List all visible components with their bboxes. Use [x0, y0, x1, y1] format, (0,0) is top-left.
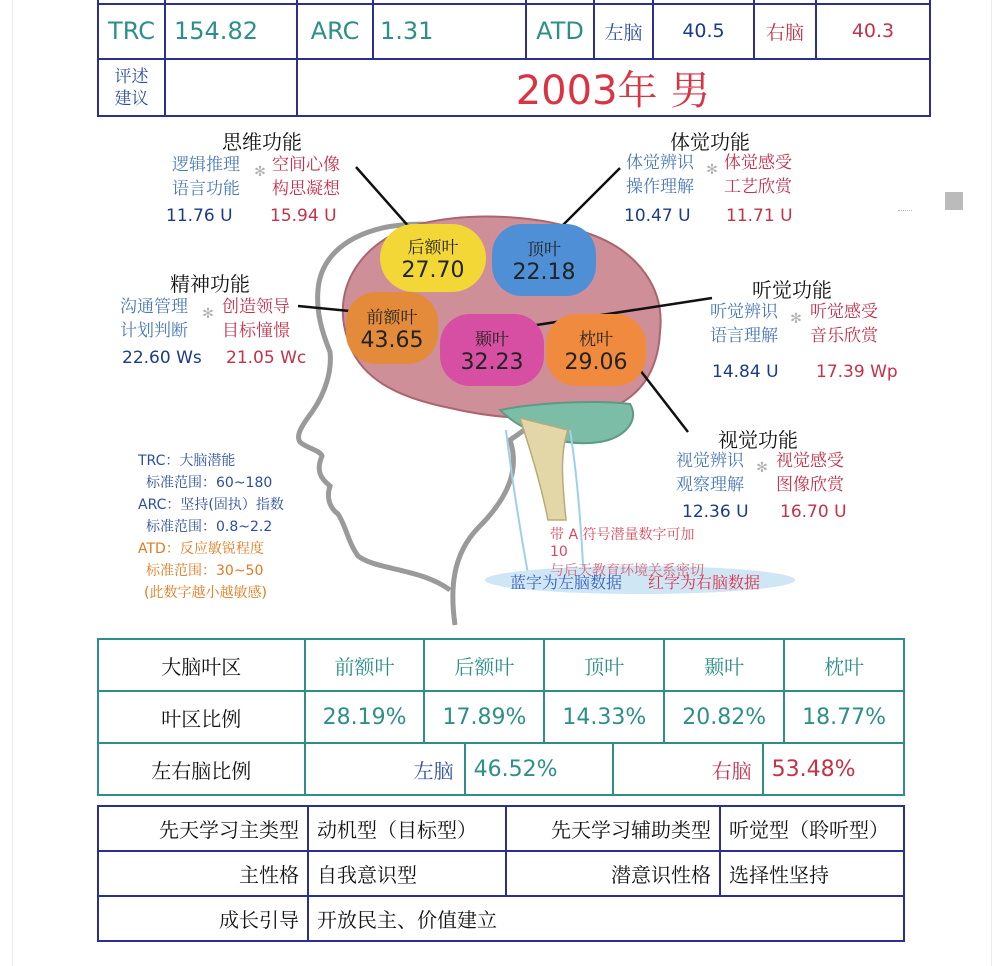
legend-red-text: 红字为右脑数据: [648, 573, 761, 592]
table-row: [98, 743, 904, 795]
personality-value: 自我意识型: [308, 851, 506, 896]
lobe-occipital: [546, 314, 646, 386]
pointer-line: [556, 168, 620, 232]
table-row: [98, 896, 904, 941]
sparkle-icon: ✻: [202, 306, 214, 322]
ratio-cell: 17.89%: [424, 691, 544, 743]
left-brain-label: 左脑: [604, 21, 643, 44]
sparkle-icon: ✻: [756, 460, 768, 476]
aux-type-label: 先天学习辅助类型: [506, 806, 720, 851]
lobe-name: 颞叶: [475, 330, 509, 350]
spirit-left-1: 沟通管理: [120, 297, 188, 317]
hearing-right-value: 17.39 Wp: [816, 362, 898, 382]
note-trc: TRC：大脑潜能: [138, 453, 236, 469]
note-atd: ATD：反应敏锐程度: [138, 541, 264, 557]
arc-label: ARC: [310, 17, 360, 45]
ratio-header-label: 大脑叶区: [98, 639, 305, 691]
body-left-2: 操作理解: [626, 177, 694, 197]
lobe-parietal: [492, 224, 596, 296]
growth-label: 成长引导: [98, 896, 308, 941]
thinking-left-2: 语言功能: [172, 179, 240, 199]
ratio-header-cell: 后额叶: [424, 639, 544, 691]
annotation-line2: 10: [550, 544, 568, 560]
ratio-cell: 14.33%: [544, 691, 664, 743]
brain-stem: [520, 418, 568, 520]
note-trc-range: 标准范围：60~180: [146, 475, 273, 491]
ratio-header-cell: 枕叶: [784, 639, 904, 691]
type-table: [97, 805, 905, 942]
comment-label: [99, 60, 164, 116]
ratio-header-cell: 颞叶: [664, 639, 784, 691]
thinking-right-1: 空间心像: [272, 155, 340, 175]
lobe-value: 32.23: [460, 350, 524, 375]
scroll-handle[interactable]: [945, 192, 963, 210]
vision-left-value: 12.36 U: [682, 502, 749, 522]
ratio-row-label: 叶区比例: [98, 691, 305, 743]
lobe-value: 27.70: [401, 258, 465, 283]
hearing-left-2: 语言理解: [710, 326, 778, 346]
trc-label: TRC: [108, 17, 155, 45]
right-brain-value: 40.3: [851, 20, 895, 42]
lobe-prefrontal: [346, 292, 438, 364]
body-right-2: 工艺欣赏: [724, 177, 792, 197]
lobe-name: 顶叶: [527, 240, 561, 260]
sparkle-icon: ✻: [790, 311, 802, 327]
pointer-line: [640, 370, 688, 432]
lobe-value: 29.06: [564, 350, 628, 375]
lobe-posterior-frontal: [380, 224, 486, 292]
trc-value: 154.82: [174, 17, 258, 45]
thinking-left-1: 逻辑推理: [172, 155, 240, 175]
hearing-right-2: 音乐欣赏: [810, 326, 878, 346]
body-left-1: 体觉辨识: [626, 153, 694, 173]
lr-right-value: 53.48%: [771, 756, 856, 782]
annotation-line3: 与后天教育环境关系密切: [550, 563, 704, 579]
note-atd-range: 标准范围：30~50: [146, 563, 264, 579]
subconscious-value: 选择性坚持: [720, 851, 904, 896]
table-row: [98, 851, 904, 896]
lr-row-label: 左右脑比例: [98, 743, 305, 795]
sparkle-icon: ✻: [706, 162, 718, 178]
lr-left-value: 46.52%: [466, 744, 614, 794]
hearing-right-1: 听觉感受: [810, 302, 878, 322]
ratio-cell: 28.19%: [305, 691, 425, 743]
lr-cell: [305, 743, 904, 795]
left-brain-value: 40.5: [682, 20, 725, 42]
vision-right-value: 16.70 U: [780, 502, 847, 522]
body-right-1: 体觉感受: [724, 153, 792, 173]
spirit-right-2: 目标憧憬: [222, 321, 290, 341]
page-title: 2003年 男: [515, 67, 711, 114]
vision-title: 视觉功能: [718, 428, 798, 452]
table-row: [98, 639, 904, 691]
ratio-header-cell: 顶叶: [544, 639, 664, 691]
hearing-left-value: 14.84 U: [712, 362, 779, 382]
spirit-left-2: 计划判断: [120, 321, 188, 341]
lobe-name: 后额叶: [407, 238, 459, 258]
subconscious-label: 潜意识性格: [506, 851, 720, 896]
hearing-left-1: 听觉辨识: [710, 302, 778, 322]
vision-right-1: 视觉感受: [776, 451, 844, 471]
body-title: 体觉功能: [670, 130, 750, 154]
table-row: [98, 691, 904, 743]
growth-value: 开放民主、价值建立: [308, 896, 904, 941]
lr-left-label: 左脑: [306, 744, 466, 794]
spirit-right-1: 创造领导: [222, 297, 290, 317]
spirit-title: 精神功能: [170, 272, 250, 296]
notes-block: [138, 450, 284, 604]
lobe-name: 前额叶: [366, 308, 418, 328]
lobe-value: 43.65: [360, 328, 424, 353]
main-type-label: 先天学习主类型: [98, 806, 308, 851]
thinking-title: 思维功能: [222, 130, 302, 154]
comment-label-line2: 建议: [114, 89, 149, 109]
comment-label-line1: 评述: [114, 67, 149, 87]
sparkle-icon: ✻: [254, 164, 266, 180]
dotted-mark: [898, 210, 912, 213]
lobe-name: 枕叶: [579, 330, 613, 350]
table-row: [98, 806, 904, 851]
ratio-cell: 20.82%: [664, 691, 784, 743]
body-left-value: 10.47 U: [624, 206, 691, 226]
nerve-line: [506, 430, 530, 585]
personality-label: 主性格: [98, 851, 308, 896]
main-type-value: 动机型（目标型）: [308, 806, 506, 851]
note-atd-note: (此数字越小越敏感): [144, 585, 267, 601]
legend-blue-text: 蓝字为左脑数据: [510, 573, 623, 592]
thinking-right-2: 构思凝想: [272, 179, 340, 199]
note-arc-range: 标准范围：0.8~2.2: [146, 519, 273, 535]
annotation-line1: 带 A 符号潜量数字可加: [550, 527, 695, 543]
ratio-cell: 18.77%: [784, 691, 904, 743]
pointer-line: [356, 167, 410, 228]
atd-label: ATD: [536, 17, 584, 45]
right-brain-label: 右脑: [765, 21, 804, 44]
spirit-left-value: 22.60 Ws: [122, 348, 202, 368]
lr-right-label: 右脑: [614, 744, 764, 794]
aux-type-value: 听觉型（聆听型）: [720, 806, 904, 851]
hearing-title: 听觉功能: [752, 278, 832, 302]
thinking-right-value: 15.94 U: [270, 206, 337, 226]
thinking-left-value: 11.76 U: [166, 206, 233, 226]
lobe-value: 22.18: [512, 260, 576, 285]
spirit-right-value: 21.05 Wc: [226, 348, 307, 368]
arc-value: 1.31: [380, 17, 434, 45]
vision-left-1: 视觉辨识: [676, 451, 744, 471]
note-arc: ARC：坚持(固执）指数: [138, 497, 284, 513]
lobe-temporal: [440, 314, 544, 386]
vision-right-2: 图像欣赏: [776, 475, 844, 495]
ratio-table: [97, 638, 905, 796]
ratio-header-cell: 前额叶: [305, 639, 425, 691]
vision-left-2: 观察理解: [676, 475, 744, 495]
body-right-value: 11.71 U: [726, 206, 793, 226]
